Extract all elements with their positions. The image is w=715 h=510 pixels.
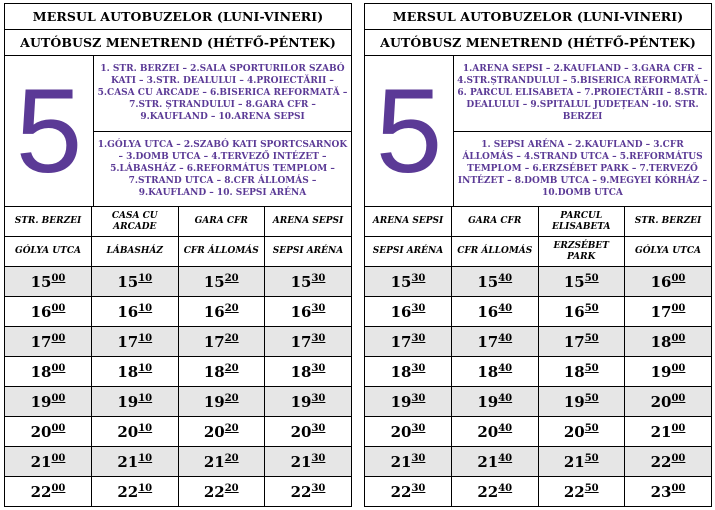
departure-time-cell — [452, 267, 539, 297]
departure-time-cell — [92, 327, 179, 357]
time-row — [365, 447, 711, 477]
departure-minute: 00 — [51, 482, 66, 494]
departure-hour: 18 — [30, 362, 52, 381]
departure-time-cell — [92, 447, 179, 477]
departure-hour: 15 — [30, 272, 52, 291]
departure-minute: 30 — [411, 332, 426, 344]
departure-minute: 40 — [498, 362, 513, 374]
departure-time-cell — [178, 327, 265, 357]
departure-minute: 50 — [584, 302, 599, 314]
departure-hour: 18 — [290, 362, 312, 381]
departure-minute: 20 — [224, 392, 239, 404]
departure-hour: 21 — [30, 452, 52, 471]
stop-header-cell: SEPSI ARÉNA — [365, 237, 452, 267]
departure-minute: 30 — [411, 302, 426, 314]
departure-time-cell — [265, 267, 352, 297]
stop-header-cell: GARA CFR — [178, 207, 265, 237]
time-row — [365, 327, 711, 357]
departure-hour: 20 — [117, 422, 139, 441]
route-romanian: 1. STR. BERZEI – 2.SALA SPORTURILOR SZABÓ KATI – 3.STR. DEALULUI – 4.PROIECTĂRII – 5.CASA CU ARCADE – 6.BISERICA REFORMATĂ – 7.STR. ȘTRANDULUI – 8.GARA CFR – 9.KAUFLAND – 10.ARENA SEPSI — [94, 56, 351, 132]
departure-minute: 00 — [51, 332, 66, 344]
departure-minute: 30 — [411, 422, 426, 434]
departure-time-cell — [365, 267, 452, 297]
departure-minute: 50 — [584, 482, 599, 494]
departure-minute: 30 — [411, 272, 426, 284]
departure-time-cell — [452, 417, 539, 447]
departure-time-cell — [538, 447, 625, 477]
departure-time-cell — [365, 447, 452, 477]
departure-time-cell — [452, 357, 539, 387]
departure-time-cell — [265, 387, 352, 417]
departure-hour: 20 — [563, 422, 585, 441]
schedule-table — [5, 207, 351, 506]
departure-hour: 21 — [650, 422, 672, 441]
departure-minute: 00 — [671, 362, 686, 374]
time-row — [5, 327, 351, 357]
departure-time-cell — [365, 417, 452, 447]
departure-hour: 17 — [30, 332, 52, 351]
stop-header-row-romanian — [365, 207, 711, 237]
departure-minute: 30 — [411, 452, 426, 464]
departure-time-cell — [5, 267, 92, 297]
departure-hour: 15 — [563, 272, 585, 291]
time-row — [365, 297, 711, 327]
departure-hour: 16 — [203, 302, 225, 321]
departure-hour: 22 — [390, 482, 412, 501]
departure-minute: 00 — [671, 452, 686, 464]
departure-hour: 20 — [290, 422, 312, 441]
departure-hour: 20 — [650, 392, 672, 411]
departure-hour: 17 — [203, 332, 225, 351]
departure-hour: 21 — [117, 452, 139, 471]
departure-hour: 15 — [477, 272, 499, 291]
time-row — [365, 477, 711, 507]
departure-hour: 22 — [563, 482, 585, 501]
time-row — [365, 417, 711, 447]
route-lists — [453, 56, 711, 206]
stop-header-cell: SEPSI ARÉNA — [265, 237, 352, 267]
departure-time-cell — [265, 297, 352, 327]
departure-minute: 30 — [311, 422, 326, 434]
departure-hour: 16 — [117, 302, 139, 321]
departure-time-cell — [625, 447, 712, 477]
departure-hour: 19 — [117, 392, 139, 411]
departure-time-cell — [265, 447, 352, 477]
timetable-panel-right — [364, 3, 712, 507]
departure-hour: 18 — [650, 332, 672, 351]
departure-minute: 00 — [671, 422, 686, 434]
departure-hour: 17 — [477, 332, 499, 351]
departure-time-cell — [538, 267, 625, 297]
stop-header-row-hungarian — [5, 237, 351, 267]
departure-hour: 22 — [30, 482, 52, 501]
departure-hour: 16 — [477, 302, 499, 321]
departure-time-cell — [5, 447, 92, 477]
departure-minute: 40 — [498, 392, 513, 404]
departure-minute: 00 — [51, 302, 66, 314]
time-row — [365, 387, 711, 417]
stop-header-cell: LÁBASHÁZ — [92, 237, 179, 267]
time-row — [5, 297, 351, 327]
departure-hour: 15 — [290, 272, 312, 291]
departure-time-cell — [178, 387, 265, 417]
departure-minute: 30 — [311, 302, 326, 314]
stop-header-cell: ARENA SEPSI — [365, 207, 452, 237]
departure-time-cell — [265, 477, 352, 507]
route-romanian: 1.ARENA SEPSI – 2.KAUFLAND – 3.GARA CFR – 4.STR.ȘTRANDULUI – 5.BISERICA REFORMATĂ – 6. PARCUL ELISABETA – 7.PROIECTĂRII – 8.STR. DEALULUI – 9.SPITALUL JUDEȚEAN -10. STR. BERZEI — [454, 56, 711, 132]
departure-time-cell — [92, 477, 179, 507]
departure-hour: 19 — [203, 392, 225, 411]
route-hungarian: 1. SEPSI ARÉNA – 2.KAUFLAND – 3.CFR ÁLLOMÁS – 4.STRAND UTCA – 5.REFORMÁTUS TEMPLOM – 6.ERZSÉBET PARK – 7.TERVEZŐ INTÉZET – 8.DOMB UTCA – 9.MEGYEI KÓRHÁZ – 10.DOMB UTCA — [457, 139, 708, 198]
departure-time-cell — [92, 267, 179, 297]
departure-time-cell — [365, 357, 452, 387]
departure-time-cell — [265, 417, 352, 447]
departure-minute: 10 — [138, 272, 153, 284]
panel-title: MERSUL AUTOBUZELOR (LUNI-VINERI) — [365, 4, 711, 30]
departure-minute: 10 — [138, 422, 153, 434]
time-row — [5, 267, 351, 297]
departure-hour: 18 — [477, 362, 499, 381]
departure-hour: 20 — [390, 422, 412, 441]
timetable-panel-left — [4, 3, 352, 507]
departure-time-cell — [365, 327, 452, 357]
departure-hour: 18 — [117, 362, 139, 381]
stop-header-row-romanian — [5, 207, 351, 237]
departure-hour: 22 — [117, 482, 139, 501]
departure-minute: 00 — [51, 272, 66, 284]
departure-time-cell — [452, 477, 539, 507]
departure-hour: 22 — [650, 452, 672, 471]
departure-minute: 20 — [224, 452, 239, 464]
stop-header-cell: STR. BERZEI — [625, 207, 712, 237]
departure-minute: 00 — [671, 332, 686, 344]
line-number: 5 — [15, 64, 83, 198]
line-info — [5, 56, 351, 207]
departure-time-cell — [452, 387, 539, 417]
departure-minute: 50 — [584, 452, 599, 464]
departure-time-cell — [92, 297, 179, 327]
stop-header-cell: CFR ÁLLOMÁS — [178, 237, 265, 267]
departure-time-cell — [538, 387, 625, 417]
departure-minute: 20 — [224, 362, 239, 374]
departure-time-cell — [178, 417, 265, 447]
departure-minute: 10 — [138, 482, 153, 494]
panel-subtitle: AUTÓBUSZ MENETREND (HÉTFŐ-PÉNTEK) — [365, 30, 711, 56]
departure-minute: 10 — [138, 362, 153, 374]
departure-hour: 21 — [290, 452, 312, 471]
departure-hour: 20 — [30, 422, 52, 441]
departure-time-cell — [92, 357, 179, 387]
departure-time-cell — [178, 297, 265, 327]
departure-hour: 17 — [290, 332, 312, 351]
departure-minute: 20 — [224, 422, 239, 434]
departure-time-cell — [538, 297, 625, 327]
departure-minute: 20 — [224, 332, 239, 344]
departure-hour: 15 — [390, 272, 412, 291]
departure-time-cell — [365, 387, 452, 417]
departure-hour: 16 — [290, 302, 312, 321]
departure-hour: 22 — [203, 482, 225, 501]
time-row — [365, 267, 711, 297]
line-number: 5 — [375, 64, 443, 198]
stop-header-cell: STR. BERZEI — [5, 207, 92, 237]
departure-hour: 20 — [203, 422, 225, 441]
departure-hour: 22 — [477, 482, 499, 501]
departure-hour: 19 — [563, 392, 585, 411]
departure-minute: 50 — [584, 362, 599, 374]
departure-minute: 30 — [411, 392, 426, 404]
departure-minute: 50 — [584, 272, 599, 284]
departure-minute: 10 — [138, 332, 153, 344]
departure-hour: 16 — [390, 302, 412, 321]
departure-hour: 15 — [117, 272, 139, 291]
departure-time-cell — [5, 357, 92, 387]
stop-header-cell: GÓLYA UTCA — [625, 237, 712, 267]
departure-minute: 50 — [584, 392, 599, 404]
departure-minute: 00 — [671, 272, 686, 284]
time-row — [5, 387, 351, 417]
departure-minute: 30 — [311, 482, 326, 494]
departure-hour: 15 — [203, 272, 225, 291]
departure-time-cell — [538, 327, 625, 357]
stop-header-cell: CASA CU ARCADE — [92, 207, 179, 237]
departure-time-cell — [5, 477, 92, 507]
departure-minute: 40 — [498, 422, 513, 434]
stop-header-cell: GÓLYA UTCA — [5, 237, 92, 267]
route-lists — [93, 56, 351, 206]
departure-minute: 30 — [311, 362, 326, 374]
departure-time-cell — [365, 477, 452, 507]
departure-time-cell — [625, 297, 712, 327]
time-row — [5, 447, 351, 477]
departure-time-cell — [625, 477, 712, 507]
departure-minute: 30 — [311, 272, 326, 284]
departure-hour: 22 — [290, 482, 312, 501]
stop-header-cell: ERZSÉBET PARK — [538, 237, 625, 267]
stop-header-cell: GARA CFR — [452, 207, 539, 237]
departure-minute: 00 — [51, 452, 66, 464]
departure-hour: 17 — [650, 302, 672, 321]
departure-time-cell — [452, 327, 539, 357]
departure-hour: 19 — [390, 392, 412, 411]
departure-minute: 40 — [498, 272, 513, 284]
departure-minute: 00 — [671, 482, 686, 494]
stop-header-cell: CFR ÁLLOMÁS — [452, 237, 539, 267]
departure-hour: 19 — [650, 362, 672, 381]
departure-hour: 23 — [650, 482, 672, 501]
panel-subtitle: AUTÓBUSZ MENETREND (HÉTFŐ-PÉNTEK) — [5, 30, 351, 56]
departure-time-cell — [452, 447, 539, 477]
departure-time-cell — [625, 357, 712, 387]
departure-hour: 17 — [117, 332, 139, 351]
departure-time-cell — [178, 267, 265, 297]
departure-time-cell — [625, 327, 712, 357]
departure-minute: 30 — [411, 482, 426, 494]
departure-minute: 30 — [311, 332, 326, 344]
departure-time-cell — [5, 387, 92, 417]
departure-hour: 21 — [563, 452, 585, 471]
departure-hour: 21 — [203, 452, 225, 471]
departure-time-cell — [265, 357, 352, 387]
departure-time-cell — [5, 417, 92, 447]
departure-minute: 00 — [51, 362, 66, 374]
stop-header-row-hungarian — [365, 237, 711, 267]
departure-time-cell — [625, 387, 712, 417]
departure-time-cell — [5, 297, 92, 327]
departure-time-cell — [178, 477, 265, 507]
departure-minute: 40 — [498, 302, 513, 314]
departure-hour: 21 — [477, 452, 499, 471]
departure-hour: 17 — [390, 332, 412, 351]
departure-minute: 30 — [411, 362, 426, 374]
departure-hour: 20 — [477, 422, 499, 441]
departure-minute: 20 — [224, 482, 239, 494]
departure-minute: 00 — [671, 392, 686, 404]
departure-time-cell — [625, 267, 712, 297]
departure-minute: 50 — [584, 332, 599, 344]
departure-hour: 19 — [30, 392, 52, 411]
time-row — [5, 417, 351, 447]
departure-hour: 16 — [30, 302, 52, 321]
departure-minute: 10 — [138, 452, 153, 464]
time-row — [5, 477, 351, 507]
departure-time-cell — [92, 417, 179, 447]
departure-time-cell — [538, 477, 625, 507]
departure-hour: 16 — [563, 302, 585, 321]
departure-time-cell — [92, 387, 179, 417]
departure-hour: 19 — [290, 392, 312, 411]
departure-minute: 00 — [671, 302, 686, 314]
panel-title: MERSUL AUTOBUZELOR (LUNI-VINERI) — [5, 4, 351, 30]
departure-time-cell — [365, 297, 452, 327]
departure-minute: 10 — [138, 392, 153, 404]
departure-minute: 10 — [138, 302, 153, 314]
departure-time-cell — [538, 417, 625, 447]
departure-hour: 17 — [563, 332, 585, 351]
departure-minute: 20 — [224, 302, 239, 314]
departure-minute: 40 — [498, 452, 513, 464]
schedule-table — [365, 207, 711, 506]
departure-time-cell — [5, 327, 92, 357]
departure-time-cell — [265, 327, 352, 357]
departure-minute: 40 — [498, 332, 513, 344]
line-info — [365, 56, 711, 207]
departure-hour: 18 — [203, 362, 225, 381]
departure-time-cell — [452, 297, 539, 327]
departure-hour: 18 — [390, 362, 412, 381]
stop-header-cell: ARENA SEPSI — [265, 207, 352, 237]
departure-minute: 20 — [224, 272, 239, 284]
stop-header-cell: PARCUL ELISABETA — [538, 207, 625, 237]
departure-time-cell — [178, 447, 265, 477]
departure-time-cell — [625, 417, 712, 447]
departure-minute: 30 — [311, 392, 326, 404]
departure-minute: 40 — [498, 482, 513, 494]
departure-hour: 18 — [563, 362, 585, 381]
departure-hour: 19 — [477, 392, 499, 411]
time-row — [5, 357, 351, 387]
departure-time-cell — [538, 357, 625, 387]
departure-minute: 30 — [311, 452, 326, 464]
route-hungarian: 1.GÓLYA UTCA – 2.SZABÓ KATI SPORTCSARNOK – 3.DOMB UTCA – 4.TERVEZŐ INTÉZET – 5.LÁBASHÁZ – 6.REFORMÁTUS TEMPLOM – 7.STRAND UTCA – 8.CFR ÁLLOMÁS – 9.KAUFLAND – 10. SEPSI ARÉNA — [97, 139, 348, 198]
departure-hour: 16 — [650, 272, 672, 291]
departure-time-cell — [178, 357, 265, 387]
time-row — [365, 357, 711, 387]
departure-minute: 00 — [51, 392, 66, 404]
departure-hour: 21 — [390, 452, 412, 471]
departure-minute: 00 — [51, 422, 66, 434]
departure-minute: 50 — [584, 422, 599, 434]
